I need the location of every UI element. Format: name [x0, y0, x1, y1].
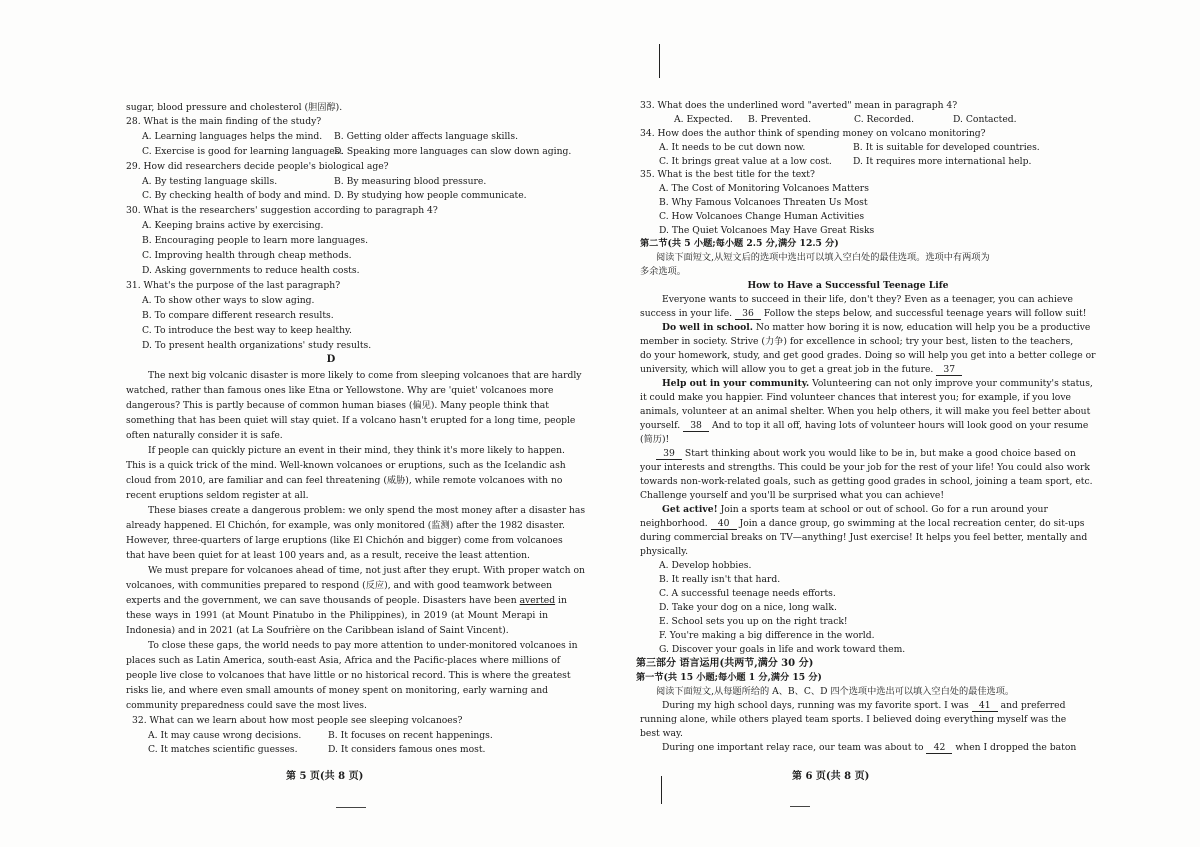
q31-option-c: C. To introduce the best way to keep healthy.	[142, 325, 352, 336]
passage-d-line: recent eruptions seldom register at all.	[126, 490, 309, 501]
q30-option-c: C. Improving health through cheap methods.	[142, 250, 352, 261]
passage-line: university, which will allow you to get a great job in the future. 37	[640, 364, 962, 376]
q29-option-c: C. By checking health of body and mind.	[142, 190, 331, 201]
passage-d-line: often naturally consider it is safe.	[126, 430, 283, 441]
scan-dash-left	[336, 807, 366, 808]
q28-option-a: A. Learning languages helps the mind.	[142, 131, 323, 142]
passage-d-line: watched, rather than famous ones like Etna or Yellowstone. Why are 'quiet' volcanoes more	[126, 385, 554, 396]
section-d-heading: D	[326, 354, 336, 365]
text-line: sugar, blood pressure and cholesterol (胆固醇).	[126, 102, 343, 113]
cloze-line: running alone, while others played team sports. I believed doing everything myself was the	[640, 714, 1067, 725]
scan-dash-right	[790, 806, 810, 807]
passage-line: 39 Start thinking about work you would like to be in, but make a good choice based on	[656, 448, 1076, 460]
section-1-heading: 第一节(共 15 小题;每小题 1 分,满分 15 分)	[636, 672, 822, 683]
passage-d-line: Indonesia) and in 2021 (at La Soufrière on the Caribbean island of Saint Vincent).	[126, 625, 509, 636]
passage-d-line: This is a quick trick of the mind. Well-known volcanoes or eruptions, such as the Icelandic ash	[126, 460, 566, 471]
q35-option-c: C. How Volcanoes Change Human Activities	[659, 211, 865, 222]
q29-option-a: A. By testing language skills.	[142, 176, 278, 187]
passage-line: member in society. Strive (力争) for excellence in school; try your best, listen to the teachers,	[640, 336, 1074, 347]
q28-option-b: B. Getting older affects language skills.	[334, 131, 519, 142]
q28-option-d: D. Speaking more languages can slow down aging.	[334, 146, 572, 157]
passage-line: animals, volunteer at an animal shelter. When you help others, it will make you feel better about	[640, 406, 1091, 417]
passage-d-line: people live close to volcanoes that have little or no historical record. This is where the greatest	[126, 670, 571, 681]
passage-d-line: volcanoes, with communities prepared to respond (反应), and with good teamwork between	[126, 580, 553, 591]
q33-option-a: A. Expected.	[674, 114, 733, 125]
passage-line: Everyone wants to succeed in their life, don't they? Even as a teenager, you can achieve	[662, 294, 1073, 305]
question-31-stem: 31. What's the purpose of the last paragraph?	[126, 280, 341, 291]
heading-help-out-community: Help out in your community.	[662, 378, 810, 389]
q32-option-b: B. It focuses on recent happenings.	[328, 730, 493, 741]
q33-option-b: B. Prevented.	[748, 114, 812, 125]
passage-title: How to Have a Successful Teenage Life	[747, 280, 949, 291]
q29-option-d: D. By studying how people communicate.	[334, 190, 527, 201]
heading-do-well-in-school: Do well in school.	[662, 322, 753, 333]
passage-line: towards non-work-related goals, such as getting good grades in school, joining a team sport, etc.	[640, 476, 1093, 487]
passage-d-line: dangerous? This is partly because of common human biases (偏见). Many people think that	[126, 400, 549, 411]
passage-line: neighborhood. 40 Join a dance group, go swimming at the local recreation center, do sit-ups	[640, 518, 1085, 529]
section-2-instructions-cont: 多余选项。	[640, 266, 686, 277]
q35-option-d: D. The Quiet Volcanoes May Have Great Risks	[659, 225, 875, 236]
passage-d-line: If people can quickly picture an event in their mind, they think it's more likely to happen.	[148, 445, 565, 456]
q34-option-c: C. It brings great value at a low cost.	[659, 156, 832, 167]
blank-41[interactable]: 41	[972, 700, 998, 712]
underlined-word-averted: averted	[519, 595, 556, 606]
passage-line: yourself. 38 And to top it all off, having lots of volunteer hours will look good on your resume	[640, 420, 1089, 431]
blank-36[interactable]: 36	[735, 308, 761, 320]
blank-39[interactable]: 39	[656, 448, 682, 460]
passage-d-line: cloud from 2010, are familiar and can feel threatening (威胁), while remote volcanoes with no	[126, 475, 563, 486]
passage-d-line: places such as Latin America, south-east Asia, Africa and the Pacific-places where millions of	[126, 655, 561, 666]
section-2-heading: 第二节(共 5 小题;每小题 2.5 分,满分 12.5 分)	[640, 238, 839, 249]
q32-option-d: D. It considers famous ones most.	[328, 744, 486, 755]
q31-option-a: A. To show other ways to slow aging.	[142, 295, 315, 306]
q30-option-b: B. Encouraging people to learn more languages.	[142, 235, 369, 246]
q34-option-b: B. It is suitable for developed countries.	[853, 142, 1040, 153]
section-2-instructions: 阅读下面短文,从短文后的选项中选出可以填入空白处的最佳选项。选项中有两项为	[656, 252, 990, 263]
passage-d-line: The next big volcanic disaster is more likely to come from sleeping volcanoes that are hardly	[148, 370, 582, 381]
passage-d-line: experts and the government, we can save thousands of people. Disasters have been averted in	[126, 595, 567, 606]
passage-d-line: We must prepare for volcanoes ahead of time, not just after they erupt. With proper watch on	[148, 565, 585, 576]
passage-line: it could make you happier. Find volunteer chances that interest you; for example, if you love	[640, 392, 1071, 403]
question-30-stem: 30. What is the researchers' suggestion according to paragraph 4?	[126, 205, 438, 216]
q33-option-c: C. Recorded.	[854, 114, 915, 125]
passage-line: Do well in school. No matter how boring it is now, education will help you be a productive	[662, 322, 1091, 333]
passage-d-line: community preparedness could save the most lives.	[126, 700, 367, 711]
passage-d-line: that have been quiet for at least 100 years and, as a result, receive the least attention.	[126, 550, 530, 561]
passage-d-line: already happened. El Chichón, for example, was only monitored (监测) after the 1982 disaster.	[126, 520, 565, 531]
cloze-line: best way.	[640, 728, 683, 739]
q31-option-d: D. To present health organizations' study results.	[142, 340, 372, 351]
option-b: B. It really isn't that hard.	[659, 574, 781, 585]
passage-line: (简历)!	[640, 434, 670, 445]
blank-42[interactable]: 42	[926, 742, 952, 754]
passage-d-line: these ways in 1991 (at Mount Pinatubo in the Philippines), in 2019 (at Mount Merapi in	[126, 610, 548, 621]
part-3-heading: 第三部分 语言运用(共两节,满分 30 分)	[636, 658, 814, 669]
q30-option-a: A. Keeping brains active by exercising.	[142, 220, 324, 231]
q35-option-a: A. The Cost of Monitoring Volcanoes Matters	[659, 183, 869, 194]
passage-line: your interests and strengths. This could be your job for the rest of your life! You could also work	[640, 462, 1090, 473]
q28-option-c: C. Exercise is good for learning languages.	[142, 146, 343, 157]
q33-option-d: D. Contacted.	[953, 114, 1017, 125]
passage-line: during commercial breaks on TV—anything! Just exercise! It helps you feel better, mentally and	[640, 532, 1088, 543]
passage-line: do your homework, study, and get good grades. Doing so will help you get into a better college or	[640, 350, 1096, 361]
blank-40[interactable]: 40	[711, 518, 737, 530]
option-c: C. A successful teenage needs efforts.	[659, 588, 836, 599]
q32-option-c: C. It matches scientific guesses.	[148, 744, 298, 755]
q35-option-b: B. Why Famous Volcanoes Threaten Us Most	[659, 197, 868, 208]
q34-option-d: D. It requires more international help.	[853, 156, 1032, 167]
passage-d-line: These biases create a dangerous problem: we only spend the most money after a disaster has	[148, 505, 586, 516]
page-number-6: 第 6 页(共 8 页)	[792, 771, 870, 782]
cloze-line: During my high school days, running was my favorite sport. I was 41 and preferred	[662, 700, 1066, 711]
question-33-stem: 33. What does the underlined word "averted" mean in paragraph 4?	[640, 100, 958, 111]
option-e: E. School sets you up on the right track!	[659, 616, 848, 627]
q31-option-b: B. To compare different research results.	[142, 310, 334, 321]
passage-d-line: something that has been quiet will stay quiet. If a volcano hasn't erupted for a long time, people	[126, 415, 576, 426]
option-g: G. Discover your goals in life and work toward them.	[659, 644, 906, 655]
passage-line: Get active! Join a sports team at school or out of school. Go for a run around your	[662, 504, 1048, 515]
option-d: D. Take your dog on a nice, long walk.	[659, 602, 837, 613]
question-34-stem: 34. How does the author think of spending money on volcano monitoring?	[640, 128, 986, 139]
question-29-stem: 29. How did researchers decide people's biological age?	[126, 161, 389, 172]
q32-option-a: A. It may cause wrong decisions.	[148, 730, 302, 741]
passage-d-line: To close these gaps, the world needs to pay more attention to under-monitored volcanoes in	[148, 640, 578, 651]
heading-get-active: Get active!	[662, 504, 718, 515]
passage-line: Challenge yourself and you'll be surprised what you can achieve!	[640, 490, 945, 501]
question-35-stem: 35. What is the best title for the text?	[640, 169, 815, 180]
q30-option-d: D. Asking governments to reduce health costs.	[142, 265, 360, 276]
passage-d-line: However, three-quarters of large eruptions (like El Chichón and bigger) come from volcanoes	[126, 535, 563, 546]
passage-d-line: risks lie, and where even small amounts of money spent on monitoring, early warning and	[126, 685, 548, 696]
binding-mark-top	[659, 44, 660, 78]
option-a: A. Develop hobbies.	[659, 560, 752, 571]
section-1-instructions: 阅读下面短文,从每题所给的 A、B、C、D 四个选项中选出可以填入空白处的最佳选项。	[656, 686, 1015, 697]
passage-line: Help out in your community. Volunteering can not only improve your community's status,	[662, 378, 1093, 389]
blank-37[interactable]: 37	[936, 364, 962, 376]
page-number-5: 第 5 页(共 8 页)	[286, 771, 364, 782]
cloze-line: During one important relay race, our team was about to 42 when I dropped the baton	[662, 742, 1077, 753]
question-32-stem: 32. What can we learn about how most people see sleeping volcanoes?	[132, 715, 463, 726]
q34-option-a: A. It needs to be cut down now.	[659, 142, 806, 153]
binding-mark-bottom	[661, 776, 662, 804]
passage-line: success in your life. 36 Follow the steps below, and successful teenage years will follow suit!	[640, 308, 1087, 319]
blank-38[interactable]: 38	[683, 420, 709, 432]
option-f: F. You're making a big difference in the world.	[659, 630, 875, 641]
q29-option-b: B. By measuring blood pressure.	[334, 176, 487, 187]
question-28-stem: 28. What is the main finding of the study?	[126, 116, 322, 127]
passage-line: physically.	[640, 546, 689, 557]
